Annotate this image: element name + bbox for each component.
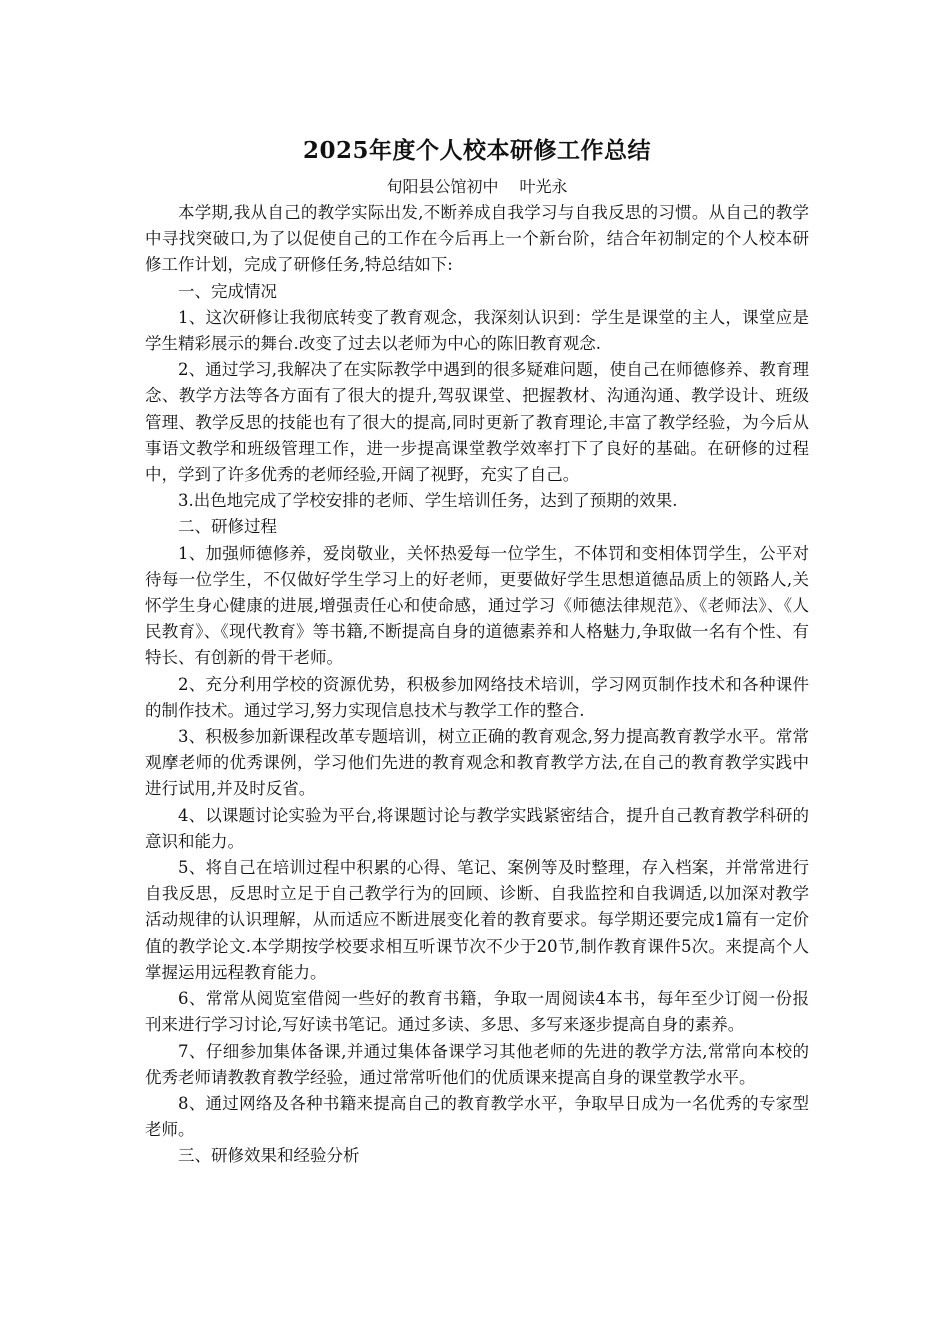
document-body — [145, 136, 809, 1170]
completion-item-1: 1、这次研修让我彻底转变了教育观念，我深刻认识到：学生是课堂的主人，课堂应是学生精彩展示的舞台.改变了过去以老师为中心的陈旧教育观念. — [145, 307, 809, 354]
section-heading-results: 三、研修效果和经验分析 — [178, 1146, 360, 1166]
process-item-1: 1、加强师德修养，爱岗敬业，关怀热爱每一位学生，不体罚和变相体罚学生，公平对待每一位学生，不仅做好学生学习上的好老师，更要做好学生思想道德品质上的领路人,关怀学生身心健康的进展,增强责任心和使命感，通过学习《师德法律规范》、《老师法》、《人民教育》、《现代教育》等书籍,不断提高自身的道德素养和人格魅力,争取做一名有个性、有特长、有创新的骨干老师。 — [145, 543, 809, 668]
process-item-2: 2、充分利用学校的资源优势，积极参加网络技术培训，学习网页制作技术和各种课件的制作技术。通过学习,努力实现信息技术与教学工作的整合. — [145, 674, 809, 720]
process-item-6: 6、常常从阅览室借阅一些好的教育书籍，争取一周阅读4本书，每年至少订阅一份报刊来进行学习讨论,写好读书笔记。通过多读、多思、多写来逐步提高自身的素养。 — [145, 989, 809, 1035]
process-item-4: 4、以课题讨论实验为平台,将课题讨论与教学实践紧密结合，提升自己教育教学科研的意识和能力。 — [145, 805, 809, 851]
document-author: 旬阳县公馆初中 叶光永 — [386, 177, 568, 196]
section-heading-process: 二、研修过程 — [178, 517, 277, 537]
process-item-5: 5、将自己在培训过程中积累的心得、笔记、案例等及时整理，存入档案，并常常进行自我反思，反思时立足于自己教学行为的回顾、诊断、自我监控和自我调适,以加深对教学活动规律的认识理解，从而适应不断进展变化着的教育要求。每学期还要完成1篇有一定价值的教学论文.本学期按学校要求相互听课节次不少于20节,制作教育课件5次。来提高个人掌握运用远程教育能力。 — [145, 858, 809, 982]
process-item-8: 8、通过网络及各种书籍来提高自己的教育教学水平，争取早日成为一名优秀的专家型老师。 — [145, 1093, 809, 1140]
process-item-7: 7、仔细参加集体备课,并通过集体备课学习其他老师的先进的教学方法,常常向本校的优秀老师请教教育教学经验，通过常常听他们的优质课来提高自身的课堂教学水平。 — [145, 1041, 809, 1087]
intro-paragraph: 本学期,我从自己的教学实际出发,不断养成自我学习与自我反思的习惯。从自己的教学中寻找突破口,为了以促使自己的工作在今后再上一个新台阶，结合年初制定的个人校本研修工作计划，完成了研修任务,特总结如下: — [145, 203, 809, 275]
completion-item-3: 3.出色地完成了学校安排的老师、学生培训任务，达到了预期的效果. — [178, 491, 678, 511]
process-item-3: 3、积极参加新课程改革专题培训，树立正确的教育观念,努力提高教育教学水平。常常观摩老师的优秀课例，学习他们先进的教育观念和教育教学方法,在自己的教育教学实践中进行试用,并及时反省。 — [145, 727, 809, 799]
completion-item-2: 2、通过学习,我解决了在实际教学中遇到的很多疑难问题，使自己在师德修养、教育理念、教学方法等各方面有了很大的提升,驾驭课堂、把握教材、沟通沟通、教学设计、班级管理、教学反思的技能也有了很大的提高,同时更新了教育理论,丰富了教学经验，为今后从事语文教学和班级管理工作，进一步提高课堂教学效率打下了良好的基础。在研修的过程中，学到了许多优秀的老师经验,开阔了视野，充实了自己。 — [145, 360, 809, 485]
document-title: 2025年度个人校本研修工作总结 — [302, 137, 651, 164]
section-heading-completion: 一、完成情况 — [178, 281, 277, 301]
